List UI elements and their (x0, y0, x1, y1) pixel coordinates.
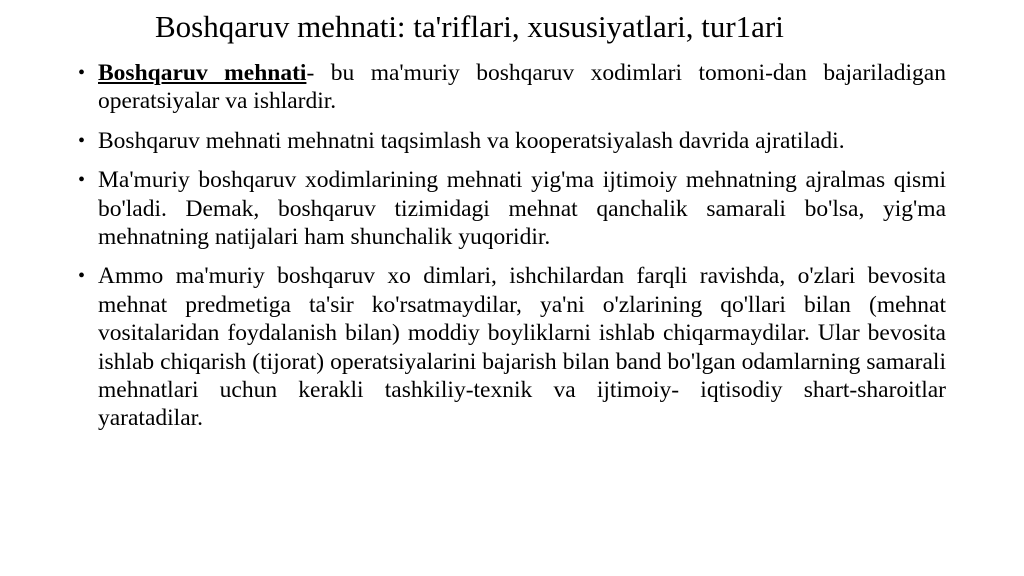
bullet-item (78, 262, 946, 432)
bullet-icon: • (78, 62, 86, 84)
bullet-text: - bu ma'muriy boshqaruv xodimlari tomoni-dan bajariladigan operatsiyalar va ishlardir. (98, 60, 946, 115)
bullet-icon: • (78, 265, 86, 288)
bullet-icon: • (78, 129, 86, 152)
slide-title: Boshqaruv mehnati: ta'riflari, xususiyatlari, tur1ari (155, 9, 784, 44)
bullet-item (78, 127, 946, 155)
bullet-text: Ammo ma'muriy boshqaruv xo dimlari, ishchilardan farqli ravishda, o'zlari bevosita mehnat predmetiga ta'sir ko'rsatmaydilar, ya'ni o'zlarining qo'llari bilan (mehnat vositalaridan foydalanish bilan) moddiy boyliklarni ishlab chiqarmaydilar. Ular bevosita ishlab chiqarish (tijorat) operatsiyalarini bajarish bilan band bo'lgan odamlarning samarali mehnatlari uchun kerakli tashkiliy-texnik va ijtimoiy- iqtisodiy shart-sharoitlar yaratadilar. (98, 263, 946, 432)
bullet-text: Ma'muriy boshqaruv xodimlarining mehnati yig'ma ijtimoiy mehnatning ajralmas qismi bo'ladi. Demak, boshqaruv tizimidagi mehnat qanchalik samarali bo'lsa, yig'ma mehnatning natijalari ham shunchalik yuqoridir. (98, 167, 946, 251)
bullet-item (78, 166, 946, 251)
bullet-list (78, 59, 946, 444)
bullet-item (78, 59, 946, 116)
bullet-term: Boshqaruv mehnati (98, 60, 307, 86)
bullet-text: Boshqaruv mehnati mehnatni taqsimlash va kooperatsiyalash davrida ajratiladi. (98, 127, 845, 154)
bullet-icon: • (78, 169, 86, 192)
